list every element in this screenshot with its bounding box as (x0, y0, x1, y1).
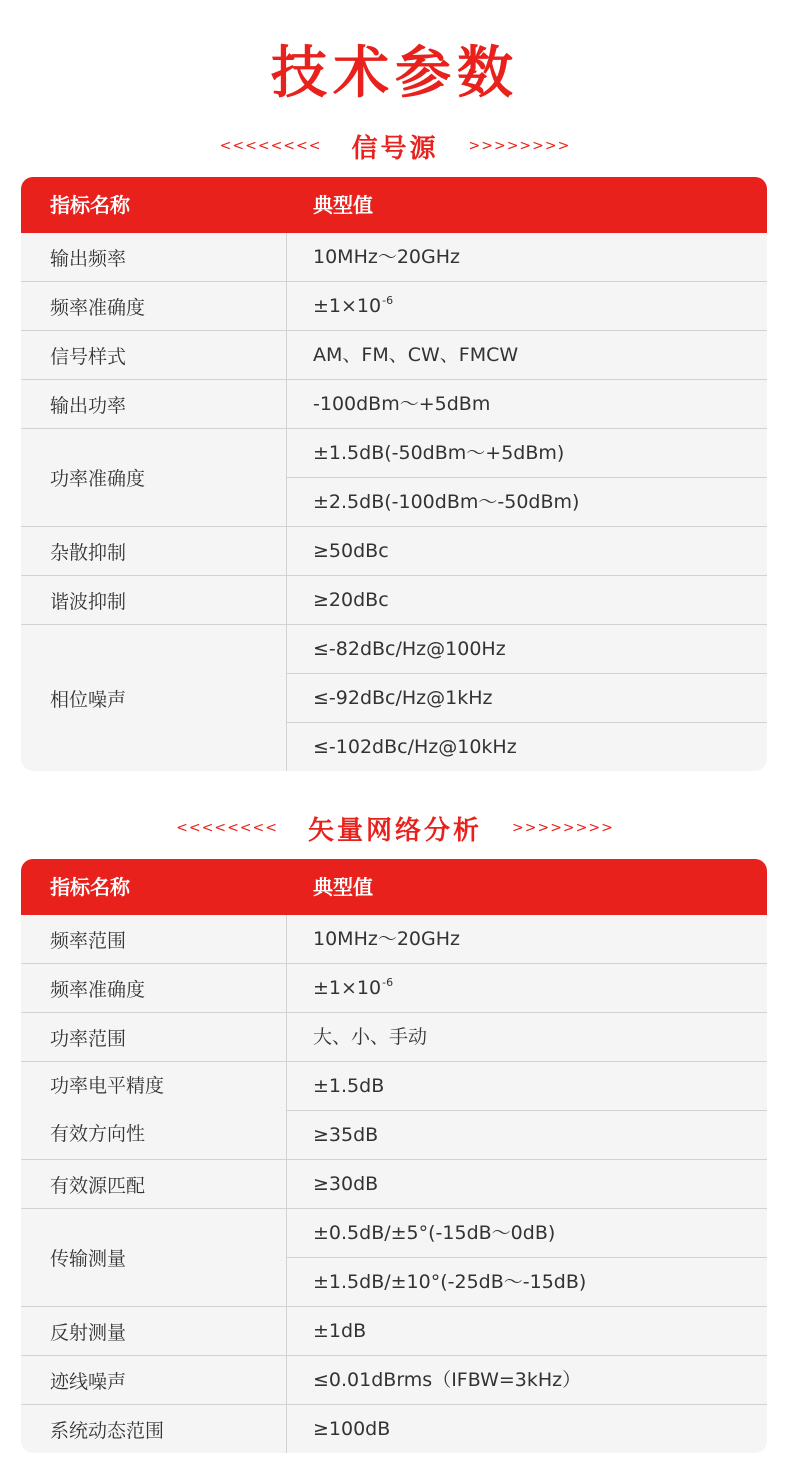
table-row (21, 575, 767, 624)
header-name-label: 指标名称 (50, 875, 130, 899)
param-value: ≥100dB (313, 1418, 391, 1440)
param-value (287, 964, 767, 1012)
table-row (21, 963, 767, 1012)
table-row (21, 428, 767, 526)
table-row (21, 1355, 767, 1404)
table-row (21, 1404, 767, 1453)
section-title: 矢量网络分析 (307, 815, 482, 846)
right-arrows-decoration: >>>>>>>> (512, 820, 614, 836)
param-value: ±0.5dB/±5°(-15dB～0dB) (313, 1222, 556, 1244)
param-value: ≤-102dBc/Hz@10kHz (287, 722, 767, 771)
table-row (21, 1061, 767, 1159)
table-row (21, 1012, 767, 1061)
param-name: 相位噪声 (21, 625, 287, 771)
param-name: 传输测量 (21, 1209, 287, 1306)
param-name: 系统动态范围 (21, 1405, 287, 1453)
right-arrows-decoration: >>>>>>>> (468, 138, 571, 154)
param-name: 有效方向性 (50, 1123, 146, 1145)
param-name: 杂散抑制 (21, 527, 287, 575)
table-header (21, 177, 767, 233)
table-row (21, 281, 767, 330)
param-name: 功率电平精度 (50, 1075, 165, 1097)
table-row (21, 1306, 767, 1355)
table-row (21, 526, 767, 575)
value-exponent: -6 (382, 294, 394, 307)
signal-source-spec-table (21, 177, 767, 771)
param-value: 10MHz～20GHz (313, 246, 460, 268)
value-base: ±1×10 (313, 977, 382, 999)
page-title: 技术参数 (271, 41, 519, 106)
table-row (21, 915, 767, 963)
table-row (21, 233, 767, 281)
value-base: ±1×10 (313, 295, 382, 317)
left-arrows-decoration: <<<<<<<< (176, 820, 278, 836)
param-name: 迹线噪声 (21, 1356, 287, 1404)
param-value: ≤0.01dBrms（IFBW=3kHz） (313, 1369, 582, 1391)
table-header (21, 859, 767, 915)
table-row (21, 330, 767, 379)
table-row (21, 1208, 767, 1306)
param-value: ≥20dBc (313, 589, 389, 611)
section-title: 信号源 (351, 133, 439, 164)
param-name: 频率准确度 (21, 964, 287, 1012)
param-value: ≥50dBc (313, 540, 389, 562)
param-value: ≥30dB (313, 1173, 379, 1195)
param-value: ±1.5dB(-50dBm～+5dBm) (313, 442, 565, 464)
table-row (21, 1159, 767, 1208)
header-name-label: 指标名称 (50, 193, 130, 217)
param-value (287, 282, 767, 330)
param-name: 谐波抑制 (21, 576, 287, 624)
param-value: -100dBm～+5dBm (313, 393, 491, 415)
param-name: 功率准确度 (21, 429, 287, 526)
param-value: ±2.5dB(-100dBm～-50dBm) (287, 477, 767, 526)
param-value: ≤-92dBc/Hz@1kHz (287, 673, 767, 722)
param-name: 信号样式 (21, 331, 287, 379)
param-value: ±1.5dB/±10°(-25dB～-15dB) (287, 1257, 767, 1306)
param-value: AM、FM、CW、FMCW (313, 344, 519, 366)
param-name: 输出功率 (21, 380, 287, 428)
table-row (21, 379, 767, 428)
param-name: 频率范围 (21, 915, 287, 963)
param-value: ±1dB (313, 1320, 367, 1342)
section-heading-signal-source (0, 129, 790, 163)
param-value: 10MHz～20GHz (313, 928, 460, 950)
param-name: 有效源匹配 (21, 1160, 287, 1208)
param-name: 输出频率 (21, 233, 287, 281)
header-value-label: 典型值 (313, 875, 373, 899)
param-value: 大、小、手动 (313, 1026, 428, 1048)
left-arrows-decoration: <<<<<<<< (219, 138, 322, 154)
param-value: ±1.5dB (313, 1075, 385, 1097)
section-heading-vector-network-analysis (0, 811, 790, 845)
value-exponent: -6 (382, 976, 394, 989)
param-name: 反射测量 (21, 1307, 287, 1355)
table-row (21, 624, 767, 771)
param-name: 频率准确度 (21, 282, 287, 330)
param-value: ≤-82dBc/Hz@100Hz (313, 638, 506, 660)
param-name-pair (21, 1062, 287, 1159)
vna-spec-table (21, 859, 767, 1453)
param-value: ≥35dB (287, 1110, 767, 1159)
header-value-label: 典型值 (313, 193, 373, 217)
param-name: 功率范围 (21, 1013, 287, 1061)
